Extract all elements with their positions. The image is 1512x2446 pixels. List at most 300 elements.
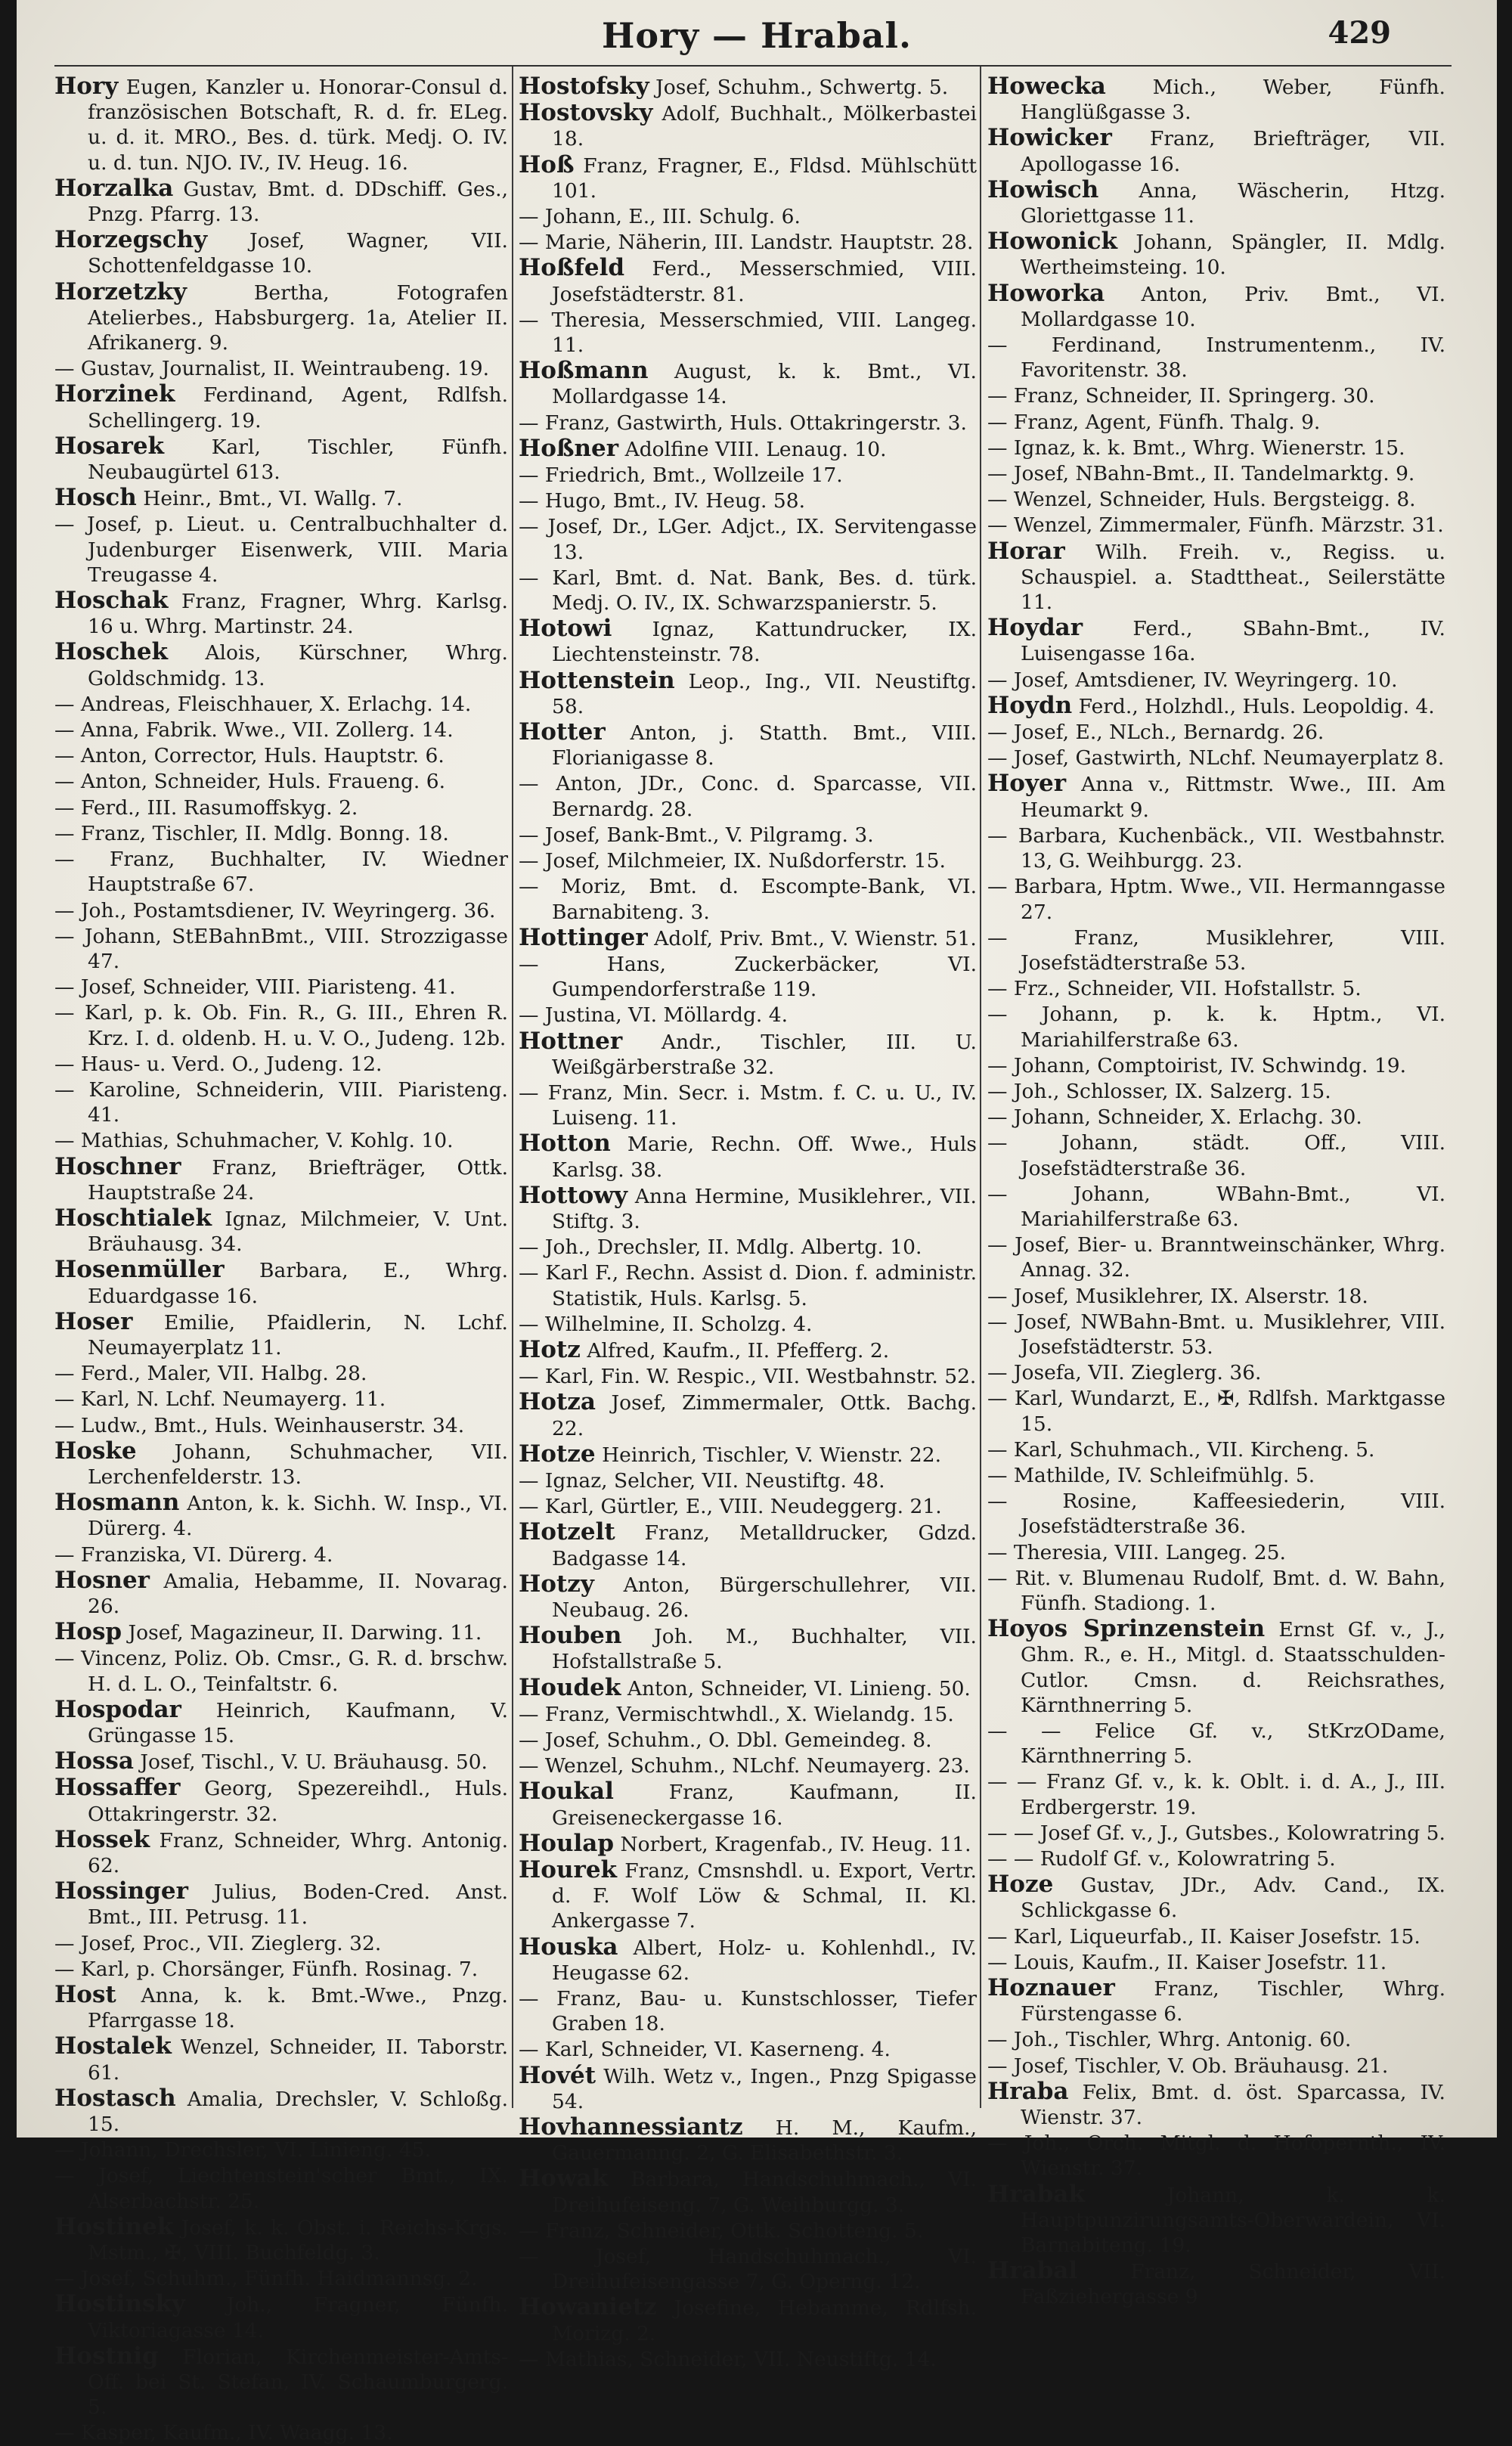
entry-details: — Gustav, Journalist, II. Weintraubeng. 19. (54, 357, 490, 381)
directory-entry (987, 1566, 1445, 1616)
directory-entry (519, 230, 977, 255)
entry-surname: Hostofsky (519, 73, 649, 100)
directory-entry (54, 1206, 508, 1257)
entry-details: — Marie, Näherin, III. Landstr. Hauptstr. 28. (519, 231, 974, 255)
directory-entry (987, 1821, 1445, 1846)
directory-entry (54, 769, 508, 794)
entry-details: Gustav, Bmt. d. DDschiff. Ges., Pnzg. Pfarrg. 13. (88, 177, 508, 227)
entry-surname: Howorka (987, 279, 1105, 307)
directory-entry (519, 204, 977, 229)
entry-details: Heinr., Bmt., VI. Wallg. 7. (143, 487, 403, 511)
entry-surname: Hovhannessiantz (519, 2113, 743, 2141)
directory-entry (54, 588, 508, 639)
entry-surname: Hostnig (54, 2342, 159, 2370)
entry-surname: Hoyer (987, 770, 1067, 798)
entry-details: — Wilhelmine, II. Scholzg. 4. (519, 1312, 813, 1336)
directory-entry (54, 74, 508, 175)
directory-entry (54, 1128, 508, 1153)
directory-entry (54, 1749, 508, 1775)
entry-surname: Hossaffer (54, 1774, 181, 1802)
entry-details: — — Josef Gf. v., J., Gutsbes., Kolowratring 5. (987, 1821, 1445, 1845)
entry-details: — Josef, Milchmeier, IX. Nußdorferstr. 15. (519, 849, 946, 873)
entry-details: — Karl, N. Lchf. Neumayerg. 11. (54, 1387, 386, 1412)
entry-details: Joh., Fragner, Fünfh. Viktoriagasse 14. (88, 2293, 508, 2342)
entry-details: Wilh. Wetz v., Ingen., Pnzg Spigasse 54. (552, 2064, 977, 2113)
directory-entry (519, 1753, 977, 1778)
directory-entry (519, 1572, 977, 1623)
directory-entry (519, 2115, 977, 2165)
entry-details: Johann, Spängler, II. Mdlg. Wertheimsteing. 10. (1021, 231, 1445, 280)
entry-surname: Hoßfeld (519, 254, 625, 282)
entry-details: — Franz, Buchhalter, IV. Wiedner Hauptstraße 67. (54, 848, 508, 897)
entry-details: — Karl, Gürtler, E., VIII. Neudeggerg. 21. (519, 1495, 942, 1519)
entry-surname: Horzinek (54, 380, 175, 408)
entry-surname: Howanietz (519, 2293, 657, 2321)
directory-entry (987, 1002, 1445, 1052)
directory-entry (987, 2027, 1445, 2052)
entry-surname: Howak (519, 2165, 609, 2193)
entry-details: Josef, Schuhm., Schwertg. 5. (655, 76, 949, 99)
directory-entry (54, 2344, 508, 2420)
entry-details: — Karl, Schuhmach., VII. Kircheng. 5. (987, 1437, 1375, 1462)
entry-details: Franz, Schneider, Whrg. Antonig. 62. (88, 1828, 508, 1878)
directory-entry (54, 1620, 508, 1645)
directory-entry (519, 823, 977, 848)
entry-details: Franz, Fragner, Whrg. Karlsg. 16 u. Whrg. Martinstr. 24. (88, 590, 508, 639)
entry-surname: Hosner (54, 1566, 150, 1594)
entry-details: — Anton, Corrector, Huls. Hauptstr. 6. (54, 744, 445, 768)
directory-entry (987, 823, 1445, 873)
entry-details: — Karl, Bmt. d. Nat. Bank, Bes. d. türk. Medj. O. IV., IX. Schwarzspanierstr. 5. (519, 566, 977, 615)
directory-entry (54, 2292, 508, 2342)
entry-details: Adolfine VIII. Lenaug. 10. (624, 437, 887, 461)
entry-details: Karl, Tischler, Fünfh. Neubaugürtel 613. (88, 435, 508, 485)
directory-entry (987, 771, 1445, 822)
entry-surname: Hotze (519, 1440, 596, 1468)
directory-entry (519, 1623, 977, 1674)
directory-entry (54, 1052, 508, 1077)
entry-details: — Andreas, Fleischhauer, X. Erlachg. 14. (54, 692, 472, 716)
entry-details: Albert, Holz- u. Kohlenhdl., IV. Heugasse 62. (552, 1936, 977, 1985)
directory-entry (54, 1077, 508, 1127)
entry-details: Ferdinand, Agent, Rdlfsh. Schellingerg. 19. (88, 383, 508, 432)
directory-entry (987, 487, 1445, 512)
entry-surname: Hossa (54, 1747, 134, 1775)
entry-details: — Franziska, VI. Dürerg. 4. (54, 1542, 333, 1567)
entry-details: — Josef, NBahn-Bmt., II. Tandelmarktg. 9. (987, 462, 1415, 486)
entry-details: Amalia, Drechsler, V. Schloßg. 15. (88, 2087, 508, 2137)
entry-surname: Houlap (519, 1829, 615, 1857)
entry-details: — Rit. v. Blumenau Rudolf, Bmt. d. W. Bahn, Fünfh. Stadiong. 1. (987, 1566, 1445, 1615)
entry-surname: Host (54, 1981, 116, 2009)
directory-entry (519, 358, 977, 409)
entry-surname: Hovét (519, 2061, 596, 2089)
entry-surname: Hoß (519, 150, 575, 178)
directory-entry (519, 2037, 977, 2062)
directory-entry (54, 228, 508, 278)
entry-details: Ferd., Messerschmied, VIII. Josefstädterstr. 81. (552, 257, 977, 306)
entry-surname: Howicker (987, 124, 1112, 152)
directory-entry (987, 1950, 1445, 1975)
entry-details: — Franz, Agent, Fünfh. Thalg. 9. (987, 410, 1321, 434)
directory-entry (54, 1646, 508, 1696)
directory-entry (54, 512, 508, 587)
entry-surname: Hotzy (519, 1570, 594, 1598)
entry-details: Anton, j. Statth. Bmt., VIII. Florianigasse 8. (552, 721, 977, 770)
entry-surname: Hotton (519, 1130, 611, 1158)
entry-details: Ferd., Holzhdl., Huls. Leopoldig. 4. (1078, 694, 1435, 718)
entry-details: Florian, Kirchenmeister-Amts-Off. bei St. Stefan, IV. Schaumburgerg. 5. (88, 2345, 508, 2420)
directory-entry (987, 1976, 1445, 2026)
directory-entry (54, 356, 508, 381)
entry-surname: Hotter (519, 718, 606, 746)
directory-entry (54, 975, 508, 1000)
directory-entry (54, 847, 508, 897)
entry-details: — Josef, Musiklehrer, IX. Alserstr. 18. (987, 1284, 1368, 1308)
entry-surname: Hoyos Sprinzenstein (987, 1615, 1266, 1643)
directory-entry (519, 2218, 977, 2243)
directory-entry (987, 1130, 1445, 1180)
directory-entry (519, 2244, 977, 2294)
entry-details: — Josef, p. Lieut. u. Centralbuchhalter d. Judenburger Eisenwerk, VIII. Maria Treugasse 4. (54, 513, 508, 587)
entry-surname: Hourek (519, 1856, 618, 1884)
entry-details: Heinrich, Kaufmann, V. Grüngasse 15. (88, 1698, 508, 1747)
directory-entry (54, 2266, 508, 2291)
entry-surname: Houdek (519, 1673, 621, 1701)
entry-details: Marie, Rechn. Off. Wwe., Huls Karlsg. 38. (552, 1133, 977, 1182)
entry-details: — Ferd., III. Rasumoffskyg. 2. (54, 795, 358, 820)
entry-details: Adolf, Buchhalt., Mölkerbastei 18. (552, 102, 977, 151)
directory-entry (987, 925, 1445, 975)
directory-entry (987, 410, 1445, 435)
directory-entry (987, 1105, 1445, 1130)
entry-surname: Hostasch (54, 2084, 176, 2112)
entry-details: Wilh. Freih. v., Regiss. u. Schauspiel. a. Stadttheat., Seilerstätte 11. (1021, 540, 1445, 615)
directory-entry (54, 2163, 508, 2213)
directory-entry (987, 1053, 1445, 1078)
entry-details: Ignaz, Kattundrucker, IX. Liechtensteinstr. 78. (552, 618, 977, 667)
directory-entry (519, 1520, 977, 1570)
directory-entry (987, 874, 1445, 924)
entry-surname: Hostovsky (519, 99, 653, 127)
directory-entry (54, 1152, 508, 1205)
entry-surname: Howecka (987, 73, 1106, 100)
directory-entry (987, 281, 1445, 332)
entry-details: — Josef, Handschuhmach., VI. Dreihufeisengasse 7, G. Operng. 12. (519, 2245, 977, 2294)
directory-entry (987, 1284, 1445, 1309)
directory-entry (54, 1879, 508, 1930)
directory-entry (54, 2212, 508, 2265)
entry-surname: Hoser (54, 1307, 133, 1335)
entry-details: — Franz, Schneider, II. Springerg. 30. (987, 384, 1375, 408)
directory-entry (987, 175, 1445, 228)
directory-entry (54, 898, 508, 923)
entry-details: Amalia, Hebamme, II. Novarag. 26. (88, 1569, 508, 1618)
entry-details: Anton, k. k. Sichh. W. Insp., VI. Dürerg. 4. (88, 1492, 508, 1541)
directory-entry (987, 1232, 1445, 1282)
entry-details: — Josef, Tischler, V. Ob. Bräuhausg. 21. (987, 2054, 1389, 2078)
directory-entry (519, 771, 977, 821)
directory-entry (987, 1846, 1445, 1871)
column-divider (980, 67, 981, 2108)
entry-details: — Josef, Bank-Bmt., V. Pilgramg. 3. (519, 823, 874, 847)
directory-entry (519, 1935, 977, 1986)
directory-entry (519, 1831, 977, 1857)
entry-surname: Hoschak (54, 587, 169, 615)
entry-details: — Mathilde, IV. Schleifmühlg. 5. (987, 1463, 1315, 1487)
entry-details: Franz, Fragner, E., Fldsd. Mühlschütt 101. (552, 153, 977, 203)
entry-surname: Hossinger (54, 1877, 188, 1905)
entry-details: Franz, Kaufmann, II. Greiseneckergasse 16. (552, 1781, 977, 1830)
directory-entry (987, 615, 1445, 666)
directory-entry (54, 821, 508, 846)
directory-entry (54, 1387, 508, 1412)
entry-details: — Barbara, Kuchenbäck., VII. Westbahnstr. 13, G. Weihburgg. 23. (987, 823, 1445, 873)
entry-details: Johann, Schuhmacher, VII. Lerchenfelderstr. 13. (88, 1440, 508, 1489)
entry-surname: Hoze (987, 1871, 1054, 1899)
entry-details: Franz, Briefträger, VII. Apollogasse 16. (1021, 127, 1445, 176)
entry-details: Josef, Tischl., V. U. Bräuhausg. 50. (140, 1750, 488, 1775)
directory-entry (519, 308, 977, 358)
directory-entry (54, 1307, 508, 1360)
directory-entry (987, 513, 1445, 538)
directory-entry (987, 2079, 1445, 2130)
entry-details: Josefine, Hebamme, Rdlfsh. Morizg. 2. (552, 2296, 977, 2345)
directory-entry (519, 411, 977, 436)
entry-details: Bertha, Fotografen Atelierbes., Habsburgerg. 1a, Atelier II. Afrikanerg. 9. (88, 281, 508, 355)
directory-entry (54, 2086, 508, 2137)
entry-details: — Barbara, Hptm. Wwe., VII. Hermanngasse 27. (987, 875, 1445, 924)
entry-details: — Theresia, VIII. Langeg. 25. (987, 1540, 1286, 1564)
directory-entry (54, 718, 508, 742)
entry-surname: Hottinger (519, 923, 648, 951)
directory-entry (519, 1029, 977, 1080)
directory-entry (519, 1702, 977, 1727)
entry-details: Joh. M., Buchhalter, VII. Hofstallstraße 5. (552, 1625, 977, 1674)
entry-details: Barbara, E., Whrg. Eduardgasse 16. (88, 1259, 508, 1308)
directory-entry (54, 1775, 508, 1826)
entry-details: — Karl, Schneider, VI. Kaserneng. 4. (519, 2038, 891, 2062)
entry-details: — Moriz, Bmt. d. Escompte-Bank, VI. Barnabiteng. 3. (519, 875, 977, 924)
directory-entry (519, 256, 977, 306)
entry-details: — Josef, NWBahn-Bmt. u. Musiklehrer, VIII. Josefstädterstr. 53. (987, 1310, 1445, 1359)
directory-entry (987, 461, 1445, 486)
entry-details: Ignaz, Milchmeier, V. Unt. Bräuhausg. 34. (88, 1207, 508, 1257)
column-2 (519, 73, 977, 2371)
page-number: 429 (1328, 15, 1391, 51)
directory-entry (519, 436, 977, 462)
directory-entry (987, 2054, 1445, 2079)
entry-details: Franz, Tischler, Whrg. Fürstengasse 6. (1021, 1977, 1445, 2026)
entry-details: — — Franz Gf. v., k. k. Oblt. i. d. A., J., III. Erdbergerstr. 19. (987, 1770, 1445, 1819)
entry-details: Johann, k. k. Hauptpunzirungsamts-Oberwardein, VI. Barnabiteng. 19. (1021, 2183, 1445, 2258)
entry-surname: Hotza (519, 1388, 596, 1416)
directory-entry (519, 2347, 977, 2372)
directory-entry (987, 539, 1445, 615)
entry-details: — Wenzel, Schuhm., NLchf. Neumayerg. 23. (519, 1754, 970, 1778)
entry-details: — Karl, p. Chorsänger, Fünfh. Rosinag. 7. (54, 1957, 479, 1981)
directory-entry (519, 668, 977, 719)
entry-surname: Hoznauer (987, 1974, 1115, 2002)
entry-details: — Franz, Tischler, II. Mdlg. Bonng. 18. (54, 821, 449, 845)
column-1 (54, 73, 508, 2445)
directory-entry (987, 1463, 1445, 1488)
entry-details: — Johann, p. k. k. Hptm., VI. Mariahilferstraße 63. (987, 1003, 1445, 1052)
entry-details: — Josef, E., NLch., Bernardg. 26. (987, 721, 1325, 745)
entry-details: — Ludw., Bmt., Huls. Weinhauserstr. 34. (54, 1413, 465, 1437)
directory-entry (519, 720, 977, 770)
entry-details: — Josef, Gastwirth, NLchf. Neumayerplatz 8. (987, 746, 1445, 770)
directory-entry (519, 1003, 977, 1028)
directory-entry (519, 1312, 977, 1337)
entry-details: — — Rudolf Gf. v., Kolowratring 5. (987, 1847, 1336, 1871)
entry-details: Wenzel, Schneider, II. Taborstr. 61. (88, 2035, 508, 2085)
entry-details: Anton, Schneider, VI. Linieng. 50. (627, 1676, 971, 1700)
entry-details: — Johann, Schneider, X. Erlachg. 30. (987, 1105, 1362, 1130)
directory-entry (519, 1728, 977, 1753)
entry-details: — Franz, Bau- u. Kunstschlosser, Tiefer Graben 18. (519, 1987, 977, 2036)
entry-surname: Horzalka (54, 174, 174, 202)
directory-entry (987, 1769, 1445, 1819)
entry-details: — Frz., Schneider, VII. Hofstallstr. 5. (987, 977, 1362, 1001)
entry-details: — Franz, Gastwirth, Huls. Ottakringerstr. 3. (519, 411, 967, 435)
entry-surname: Hotz (519, 1335, 581, 1363)
entry-details: — Johann, städt. Off., VIII. Josefstädterstraße 36. (987, 1131, 1445, 1180)
directory-entry (519, 2295, 977, 2345)
entry-details: — Hugo, Bmt., IV. Heug. 58. (519, 489, 806, 513)
entry-details: — Wenzel, Schneider, Huls. Bergsteigg. 8. (987, 488, 1416, 512)
entry-details: — Ferd., Maler, VII. Halbg. 28. (54, 1362, 367, 1386)
directory-entry (519, 616, 977, 667)
directory-entry (987, 333, 1445, 383)
directory-entry (54, 2138, 508, 2162)
directory-entry (987, 1489, 1445, 1539)
directory-entry (519, 1779, 977, 1830)
directory-entry (987, 126, 1445, 176)
entry-details: Emilie, Pfaidlerin, N. Lchf. Neumayerplatz 11. (88, 1310, 508, 1359)
directory-entry (54, 1439, 508, 1490)
directory-entry (54, 1490, 508, 1541)
entry-surname: Howisch (987, 175, 1099, 203)
entry-details: Ernst Gf. v., J., Ghm. R., e. H., Mitgl. d. Staatsschulden-Cutlor. Cmsn. d. Reichsrathes, Kärnthnerring 5. (1021, 1618, 1445, 1717)
directory-entry (54, 1825, 508, 1878)
entry-details: Franz, Metalldrucker, Gdzd. Badgasse 14. (552, 1521, 977, 1570)
directory-entry (54, 1957, 508, 1982)
entry-details: — Josef, Schneider, VIII. Piaristeng. 41. (54, 975, 456, 1000)
directory-entry (519, 848, 977, 873)
directory-entry (54, 1542, 508, 1567)
directory-entry (519, 463, 977, 488)
entry-details: August, k. k. Bmt., VI. Mollardgasse 14. (552, 360, 977, 409)
directory-entry (519, 488, 977, 513)
entry-surname: Hoschtialek (54, 1204, 212, 1232)
entry-surname: Hory (54, 73, 119, 100)
directory-entry (54, 2420, 508, 2445)
entry-details: Anna Hermine, Musiklehrer., VII. Stiftg. 3. (552, 1184, 977, 1233)
entry-details: Josef, Wagner, VII. Schottenfeldgasse 10. (88, 229, 508, 278)
entry-details: Anton, Bürgerschullehrer, VII. Neubaug. 26. (552, 1573, 977, 1622)
directory-entry (519, 1986, 977, 2036)
entry-surname: Hossek (54, 1825, 150, 1853)
column-3 (987, 73, 1445, 2309)
entry-details: Alois, Kürschner, Whrg. Goldschmidg. 13. (88, 641, 508, 690)
entry-details: — Anton, Schneider, Huls. Fraueng. 6. (54, 770, 446, 794)
entry-surname: Hotowi (519, 615, 612, 643)
entry-details: — Louis, Kaufm., II. Kaiser Josefstr. 11. (987, 1950, 1387, 1974)
entry-surname: Hostinsky (54, 2290, 185, 2318)
entry-details: Franz, Briefträger, Ottk. Hauptstraße 24. (88, 1155, 508, 1204)
directory-entry (519, 74, 977, 100)
entry-details: — Johann, WBahn-Bmt., VI. Mariahilferstraße 63. (987, 1182, 1445, 1231)
entry-surname: Hosch (54, 484, 137, 512)
entry-details: Josef, Magazineur, II. Darwing. 11. (128, 1621, 482, 1645)
page-header (17, 15, 1497, 68)
directory-entry (987, 1079, 1445, 1104)
entry-details: Josef, k. k. Obst. i. Reichs-Krgs. Mstm., ✠, VIII. Buchfeldg. 3. (88, 2215, 508, 2265)
entry-details: — Josef, Schuhm., Fünfh. Haidmannsg. 2. (54, 2267, 478, 2291)
entry-surname: Hosp (54, 1618, 122, 1646)
entry-surname: Horar (987, 537, 1065, 565)
entry-surname: Houska (519, 1933, 618, 1961)
directory-entry (54, 1413, 508, 1438)
entry-details: H. M., Kaufm., Gauermanng. 2, G. Elisabethstr. 3. (552, 2116, 977, 2165)
entry-details: Anton, Priv. Bmt., VI. Mollardgasse 10. (1021, 282, 1445, 331)
directory-entry (54, 1000, 508, 1050)
directory-entry (987, 1310, 1445, 1359)
entry-details: Anna, k. k. Bmt.-Wwe., Pnzg. Pfarrgasse 18. (88, 1984, 508, 2033)
directory-entry (519, 1364, 977, 1389)
entry-surname: Hrabak (987, 2180, 1085, 2208)
entry-surname: Hoschek (54, 638, 169, 666)
entry-surname: Hotzelt (519, 1518, 615, 1546)
entry-details: — Wenzel, Zimmermaler, Fünfh. Märzstr. 31. (987, 513, 1444, 538)
directory-entry (987, 74, 1445, 125)
directory-entry (519, 1673, 977, 1701)
directory-entry (54, 277, 508, 356)
page-title: Hory — Hrabal. (601, 15, 912, 56)
entry-details: — Karl, Fin. W. Respic., VII. Westbahnstr. 52. (519, 1365, 977, 1389)
entry-details: — Josef, Bier- u. Branntweinschänker, Whrg. Annag. 32. (987, 1233, 1445, 1282)
entry-details: Gustav, JDr., Adv. Cand., IX. Schlickgasse 6. (1021, 1874, 1445, 1923)
directory-entry (54, 640, 508, 690)
directory-entry (987, 2258, 1445, 2309)
directory-entry (519, 566, 977, 615)
directory-entry (519, 925, 977, 951)
directory-entry (987, 1360, 1445, 1385)
entry-surname: Hosarek (54, 432, 165, 460)
directory-entry (987, 2182, 1445, 2258)
entry-surname: Howonick (987, 228, 1117, 256)
directory-entry (519, 2063, 977, 2114)
directory-entry (54, 485, 508, 511)
column-divider (512, 67, 513, 2108)
directory-entry (987, 1719, 1445, 1769)
entry-details: Mich., Weber, Fünfh. Hanglüßgasse 3. (1021, 76, 1445, 125)
entry-details: — Franz, Musiklehrer, VIII. Josefstädterstraße 53. (987, 925, 1445, 975)
directory-entry (54, 924, 508, 974)
directory-entry (54, 176, 508, 227)
entry-details: — Joh., Schlosser, IX. Salzerg. 15. (987, 1079, 1331, 1103)
directory-entry (987, 229, 1445, 280)
entry-details: — Josef, Dr., LGer. Adjct., IX. Servitengasse 13. (519, 515, 977, 564)
directory-entry (54, 692, 508, 717)
entry-details: — Karl, p. k. Ob. Fin. R., G. III., Ehren R. Krz. I. d. oldenb. H. u. V. O., Judeng. 12b. (54, 1001, 508, 1050)
entry-details: Franz, Cmsnshdl. u. Export, Vertr. d. F. Wolf Löw & Schmal, II. Kl. Ankergasse 7. (552, 1859, 977, 1933)
entry-details: — Anna, Fabrik. Wwe., VII. Zollerg. 14. (54, 718, 454, 742)
entry-surname: Hraba (987, 2077, 1069, 2105)
entry-details: Norbert, Kragenfab., IV. Heug. 11. (620, 1832, 971, 1856)
entry-surname: Hosmann (54, 1489, 180, 1517)
